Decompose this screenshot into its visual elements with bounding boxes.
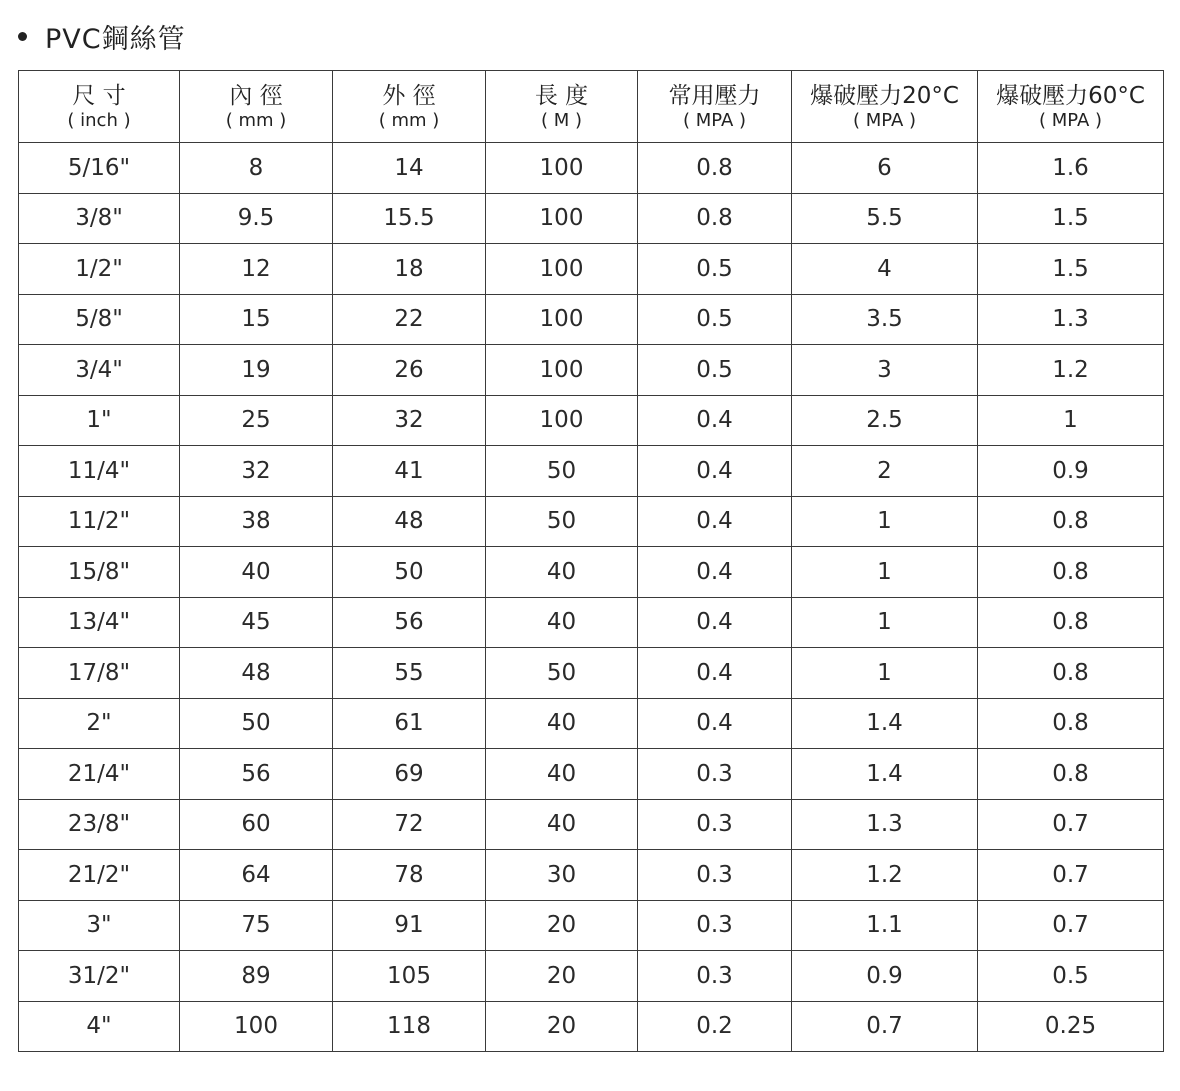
table-cell: 0.7: [978, 799, 1164, 850]
table-row: [19, 900, 1164, 951]
table-row: [19, 1001, 1164, 1052]
table-cell: 100: [486, 244, 638, 295]
table-cell: 15/8": [19, 547, 180, 598]
table-cell: 32: [180, 446, 333, 497]
table-cell: 0.25: [978, 1001, 1164, 1052]
table-cell: 0.3: [638, 749, 792, 800]
table-cell: 15: [180, 294, 333, 345]
table-cell: 0.7: [978, 850, 1164, 901]
table-row: [19, 294, 1164, 345]
column-header-label: 常用壓力: [668, 82, 761, 109]
table-cell: 100: [486, 294, 638, 345]
table-cell: 21/4": [19, 749, 180, 800]
table-cell: 1.3: [792, 799, 978, 850]
table-cell: 0.8: [978, 597, 1164, 648]
table-cell: 91: [333, 900, 486, 951]
table-cell: 30: [486, 850, 638, 901]
table-cell: 48: [333, 496, 486, 547]
table-cell: 1.1: [792, 900, 978, 951]
table-cell: 11/2": [19, 496, 180, 547]
table-cell: 0.5: [638, 244, 792, 295]
table-cell: 32: [333, 395, 486, 446]
table-cell: 60: [180, 799, 333, 850]
table-cell: 17/8": [19, 648, 180, 699]
table-cell: 100: [486, 143, 638, 194]
table-cell: 100: [486, 395, 638, 446]
table-row: [19, 244, 1164, 295]
table-cell: 4: [792, 244, 978, 295]
bullet-icon: [18, 32, 27, 41]
table-cell: 5/8": [19, 294, 180, 345]
table-cell: 0.4: [638, 395, 792, 446]
column-header: [978, 71, 1164, 143]
table-cell: 0.8: [978, 698, 1164, 749]
table-cell: 0.4: [638, 648, 792, 699]
column-header: [333, 71, 486, 143]
table-cell: 61: [333, 698, 486, 749]
table-cell: 3.5: [792, 294, 978, 345]
table-cell: 5.5: [792, 193, 978, 244]
table-row: [19, 345, 1164, 396]
table-cell: 1.5: [978, 193, 1164, 244]
table-cell: 2": [19, 698, 180, 749]
table-cell: 1.2: [978, 345, 1164, 396]
column-header-label: 爆破壓力20°C: [810, 82, 959, 109]
table-cell: 20: [486, 951, 638, 1002]
table-cell: 0.4: [638, 547, 792, 598]
table-cell: 22: [333, 294, 486, 345]
table-row: [19, 951, 1164, 1002]
table-cell: 20: [486, 900, 638, 951]
table-cell: 0.7: [978, 900, 1164, 951]
column-header: [180, 71, 333, 143]
table-cell: 0.3: [638, 900, 792, 951]
table-cell: 0.8: [638, 143, 792, 194]
table-cell: 89: [180, 951, 333, 1002]
table-cell: 20: [486, 1001, 638, 1052]
table-cell: 21/2": [19, 850, 180, 901]
table-cell: 38: [180, 496, 333, 547]
table-cell: 56: [333, 597, 486, 648]
table-cell: 0.5: [638, 345, 792, 396]
column-header: [792, 71, 978, 143]
table-cell: 0.8: [978, 496, 1164, 547]
table-cell: 45: [180, 597, 333, 648]
table-cell: 40: [180, 547, 333, 598]
column-header-unit: ( M ): [540, 109, 583, 131]
table-cell: 1: [792, 547, 978, 598]
table-cell: 100: [486, 193, 638, 244]
column-header-label: 內 徑: [229, 82, 283, 109]
table-cell: 18: [333, 244, 486, 295]
table-cell: 41: [333, 446, 486, 497]
table-cell: 25: [180, 395, 333, 446]
table-cell: 1: [792, 597, 978, 648]
table-cell: 1.6: [978, 143, 1164, 194]
table-cell: 0.8: [978, 749, 1164, 800]
table-cell: 15.5: [333, 193, 486, 244]
table-cell: 0.2: [638, 1001, 792, 1052]
spec-table: [18, 70, 1164, 1052]
table-cell: 8: [180, 143, 333, 194]
column-header-label: 爆破壓力60°C: [996, 82, 1145, 109]
column-header: [19, 71, 180, 143]
table-row: [19, 648, 1164, 699]
table-cell: 11/4": [19, 446, 180, 497]
table-row: [19, 496, 1164, 547]
table-cell: 1: [978, 395, 1164, 446]
column-header-unit: ( MPA ): [852, 109, 917, 131]
table-cell: 26: [333, 345, 486, 396]
table-cell: 1.5: [978, 244, 1164, 295]
table-cell: 64: [180, 850, 333, 901]
table-cell: 0.8: [638, 193, 792, 244]
table-cell: 50: [333, 547, 486, 598]
table-cell: 12: [180, 244, 333, 295]
column-header-label: 尺 寸: [72, 82, 126, 109]
header-row: [19, 71, 1164, 143]
column-header-unit: ( mm ): [378, 109, 440, 131]
table-cell: 100: [486, 345, 638, 396]
table-cell: 0.8: [978, 648, 1164, 699]
table-row: [19, 698, 1164, 749]
table-cell: 0.4: [638, 496, 792, 547]
table-cell: 40: [486, 547, 638, 598]
table-cell: 69: [333, 749, 486, 800]
table-cell: 4": [19, 1001, 180, 1052]
table-cell: 0.4: [638, 597, 792, 648]
table-cell: 0.4: [638, 446, 792, 497]
table-cell: 3": [19, 900, 180, 951]
table-cell: 3/8": [19, 193, 180, 244]
table-cell: 1.4: [792, 698, 978, 749]
table-cell: 78: [333, 850, 486, 901]
table-cell: 0.8: [978, 547, 1164, 598]
table-cell: 6: [792, 143, 978, 194]
column-header-label: 外 徑: [382, 82, 436, 109]
table-cell: 1": [19, 395, 180, 446]
column-header-unit: ( inch ): [67, 109, 131, 131]
table-cell: 0.9: [978, 446, 1164, 497]
table-cell: 0.3: [638, 951, 792, 1002]
table-cell: 14: [333, 143, 486, 194]
table-cell: 48: [180, 648, 333, 699]
table-cell: 118: [333, 1001, 486, 1052]
table-cell: 50: [486, 648, 638, 699]
table-row: [19, 799, 1164, 850]
table-cell: 1.3: [978, 294, 1164, 345]
table-cell: 1.2: [792, 850, 978, 901]
page-title: [18, 14, 186, 58]
table-row: [19, 850, 1164, 901]
table-cell: 3/4": [19, 345, 180, 396]
table-cell: 13/4": [19, 597, 180, 648]
table-row: [19, 597, 1164, 648]
table-cell: 0.3: [638, 799, 792, 850]
column-header-unit: ( MPA ): [1038, 109, 1103, 131]
table-row: [19, 395, 1164, 446]
table-cell: 0.7: [792, 1001, 978, 1052]
column-header: [486, 71, 638, 143]
table-cell: 40: [486, 749, 638, 800]
column-header: [638, 71, 792, 143]
table-cell: 1.4: [792, 749, 978, 800]
page-title-text: PVC鋼絲管: [45, 23, 186, 55]
table-cell: 31/2": [19, 951, 180, 1002]
table-cell: 2: [792, 446, 978, 497]
table-cell: 50: [180, 698, 333, 749]
table-cell: 0.5: [978, 951, 1164, 1002]
table-cell: 40: [486, 597, 638, 648]
table-cell: 0.3: [638, 850, 792, 901]
table-cell: 19: [180, 345, 333, 396]
table-cell: 56: [180, 749, 333, 800]
table-cell: 50: [486, 496, 638, 547]
table-cell: 40: [486, 799, 638, 850]
table-cell: 55: [333, 648, 486, 699]
table-cell: 9.5: [180, 193, 333, 244]
column-header-label: 長 度: [534, 82, 589, 109]
column-header-unit: ( mm ): [225, 109, 287, 131]
table-cell: 2.5: [792, 395, 978, 446]
table-cell: 50: [486, 446, 638, 497]
table-cell: 0.4: [638, 698, 792, 749]
table-cell: 0.9: [792, 951, 978, 1002]
table-cell: 100: [180, 1001, 333, 1052]
column-header-unit: ( MPA ): [682, 109, 747, 131]
table-header: [19, 71, 1164, 143]
table-row: [19, 143, 1164, 194]
table-cell: 5/16": [19, 143, 180, 194]
table-row: [19, 547, 1164, 598]
table-cell: 72: [333, 799, 486, 850]
table-cell: 0.5: [638, 294, 792, 345]
table-cell: 105: [333, 951, 486, 1002]
table-row: [19, 749, 1164, 800]
table-cell: 75: [180, 900, 333, 951]
table-cell: 1: [792, 648, 978, 699]
table-row: [19, 446, 1164, 497]
table-row: [19, 193, 1164, 244]
table-body: [19, 143, 1164, 1052]
table-cell: 3: [792, 345, 978, 396]
table-cell: 40: [486, 698, 638, 749]
table-cell: 1: [792, 496, 978, 547]
table-cell: 1/2": [19, 244, 180, 295]
table-cell: 23/8": [19, 799, 180, 850]
